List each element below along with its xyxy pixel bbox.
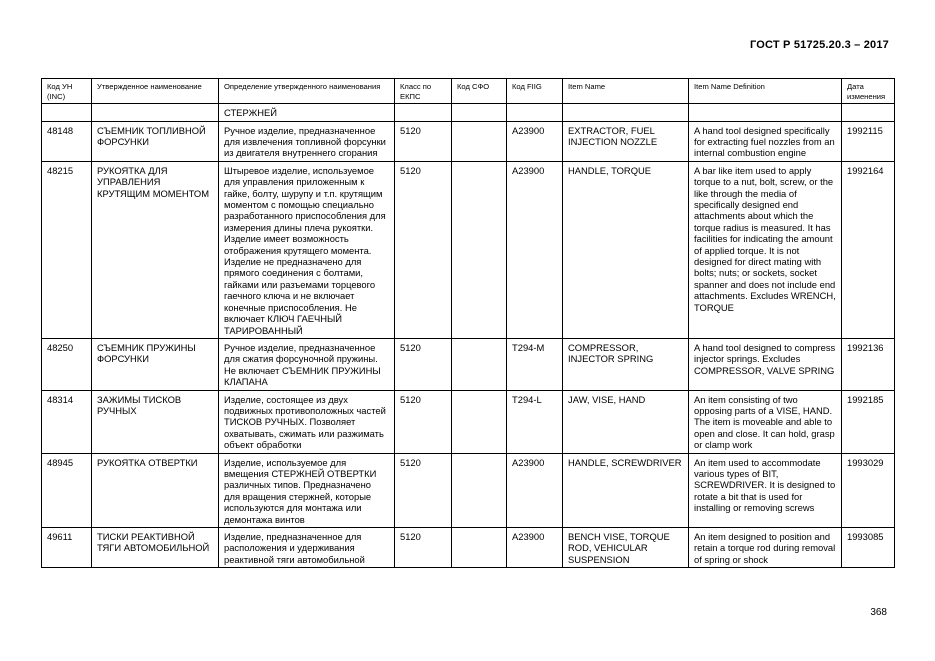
column-header-definition: Определение утвержденного наименования	[219, 79, 395, 104]
continuation-text: СТЕРЖНЕЙ	[219, 104, 395, 121]
column-header-item-name: Item Name	[563, 79, 689, 104]
cell-item-name-definition: An item designed to position and retain a torque rod during removal of spring or shock	[689, 528, 842, 568]
column-header-item-name-definition: Item Name Definition	[689, 79, 842, 104]
column-header-approved-name: Утвержденное наименование	[92, 79, 219, 104]
cell-change-date: 1993029	[842, 453, 895, 527]
cell-sfo-code	[452, 338, 507, 390]
cell-sfo-code	[452, 161, 507, 338]
page-number: 368	[870, 607, 887, 618]
cell-inc: 48945	[42, 453, 92, 527]
cell-definition: Ручное изделие, предназначенное для сжатия форсуночной пружины. Не включает СЪЕМНИК ПРУЖИНЫ КЛАПАНА	[219, 338, 395, 390]
cell-item-name: JAW, VISE, HAND	[563, 390, 689, 453]
cell-item-name: COMPRESSOR, INJECTOR SPRING	[563, 338, 689, 390]
table-row	[42, 121, 895, 161]
cell-ekps-class: 5120	[395, 453, 452, 527]
column-header-inc: Код УН (INC)	[42, 79, 92, 104]
cell-definition: Изделие, состоящее из двух подвижных противоположных частей ТИСКОВ РУЧНЫХ. Позволяет охватывать, сжимать или разжимать объект обработки	[219, 390, 395, 453]
cell-fiig-code: T294-M	[507, 338, 563, 390]
cell-approved-name: СЪЕМНИК ТОПЛИВНОЙ ФОРСУНКИ	[92, 121, 219, 161]
cell-sfo-code	[452, 390, 507, 453]
cell-item-name: BENCH VISE, TORQUE ROD, VEHICULAR SUSPENSION	[563, 528, 689, 568]
cell-inc: 48250	[42, 338, 92, 390]
table-row	[42, 390, 895, 453]
cell-item-name-definition: An item used to accommodate various types of BIT, SCREWDRIVER. It is designed to rotate a bit that is used for installing or removing screws	[689, 453, 842, 527]
cell-approved-name: РУКОЯТКА ОТВЕРТКИ	[92, 453, 219, 527]
cell-sfo-code	[452, 453, 507, 527]
item-name-table	[41, 78, 895, 568]
cell-change-date: 1993085	[842, 528, 895, 568]
cell-approved-name: ТИСКИ РЕАКТИВНОЙ ТЯГИ АВТОМОБИЛЬНОЙ	[92, 528, 219, 568]
table-row	[42, 528, 895, 568]
cell-change-date: 1992115	[842, 121, 895, 161]
cell-fiig-code: A23900	[507, 121, 563, 161]
column-header-ekps-class: Класс по ЕКПС	[395, 79, 452, 104]
cell-approved-name: ЗАЖИМЫ ТИСКОВ РУЧНЫХ	[92, 390, 219, 453]
cell-ekps-class: 5120	[395, 528, 452, 568]
cell-inc: 48314	[42, 390, 92, 453]
cell-ekps-class: 5120	[395, 161, 452, 338]
continuation-row	[42, 104, 895, 121]
cell-ekps-class: 5120	[395, 338, 452, 390]
table-row	[42, 161, 895, 338]
cell-ekps-class: 5120	[395, 121, 452, 161]
cell-definition: Штыревое изделие, используемое для управления приложенным к гайке, болту, шурупу и т.п. крутящим моментом с помощью специально разработанного приспособления для измерения длины плеча рукоятки. Изделие имеет возможность отображения крутящего момента. Изделие не предназначено для прямого соединения с болтами, гайками или разъемами торцевого гаечного ключа и не включает конечные приспособления. Не включает КЛЮЧ ГАЕЧНЫЙ ТАРИРОВАННЫЙ	[219, 161, 395, 338]
column-header-fiig-code: Код FIIG	[507, 79, 563, 104]
cell-approved-name: РУКОЯТКА ДЛЯ УПРАВЛЕНИЯ КРУТЯЩИМ МОМЕНТОМ	[92, 161, 219, 338]
table-row	[42, 338, 895, 390]
cell-approved-name: СЪЕМНИК ПРУЖИНЫ ФОРСУНКИ	[92, 338, 219, 390]
cell-fiig-code: A23900	[507, 161, 563, 338]
cell-fiig-code: A23900	[507, 528, 563, 568]
column-header-sfo-code: Код СФО	[452, 79, 507, 104]
table-header-row	[42, 79, 895, 104]
cell-change-date: 1992136	[842, 338, 895, 390]
cell-fiig-code: A23900	[507, 453, 563, 527]
cell-sfo-code	[452, 528, 507, 568]
table-row	[42, 453, 895, 527]
cell-definition: Ручное изделие, предназначенное для извлечения топливной форсунки из двигателя внутреннего сгорания	[219, 121, 395, 161]
cell-item-name: HANDLE, SCREWDRIVER	[563, 453, 689, 527]
cell-sfo-code	[452, 121, 507, 161]
cell-change-date: 1992164	[842, 161, 895, 338]
column-header-change-date: Дата изменения	[842, 79, 895, 104]
cell-item-name-definition: A bar like item used to apply torque to a nut, bolt, screw, or the like through the media of specifically designed end attachments about which the torque radius is measured. It has facilities for indicating the amount of applied torque. It is not designed for direct mating with bolts; nuts; or sockets, socket spanner and does not include end attachments. Excludes WRENCH, TORQUE	[689, 161, 842, 338]
cell-item-name: EXTRACTOR, FUEL INJECTION NOZZLE	[563, 121, 689, 161]
cell-definition: Изделие, используемое для вмещения СТЕРЖНЕЙ ОТВЕРТКИ различных типов. Предназначено для вращения стержней, которые используются для монтажа или демонтажа винтов	[219, 453, 395, 527]
cell-inc: 48215	[42, 161, 92, 338]
cell-ekps-class: 5120	[395, 390, 452, 453]
cell-inc: 49611	[42, 528, 92, 568]
cell-inc: 48148	[42, 121, 92, 161]
cell-fiig-code: T294-L	[507, 390, 563, 453]
cell-item-name-definition: An item consisting of two opposing parts of a VISE, HAND. The item is moveable and able to open and close. It can hold, grasp or clamp work	[689, 390, 842, 453]
cell-item-name-definition: A hand tool designed to compress injector springs. Excludes COMPRESSOR, VALVE SPRING	[689, 338, 842, 390]
cell-definition: Изделие, предназначенное для расположения и удерживания реактивной тяги автомобильной	[219, 528, 395, 568]
cell-change-date: 1992185	[842, 390, 895, 453]
document-header: ГОСТ Р 51725.20.3 – 2017	[749, 39, 889, 51]
cell-item-name: HANDLE, TORQUE	[563, 161, 689, 338]
cell-item-name-definition: A hand tool designed specifically for extracting fuel nozzles from an internal combustion engine	[689, 121, 842, 161]
